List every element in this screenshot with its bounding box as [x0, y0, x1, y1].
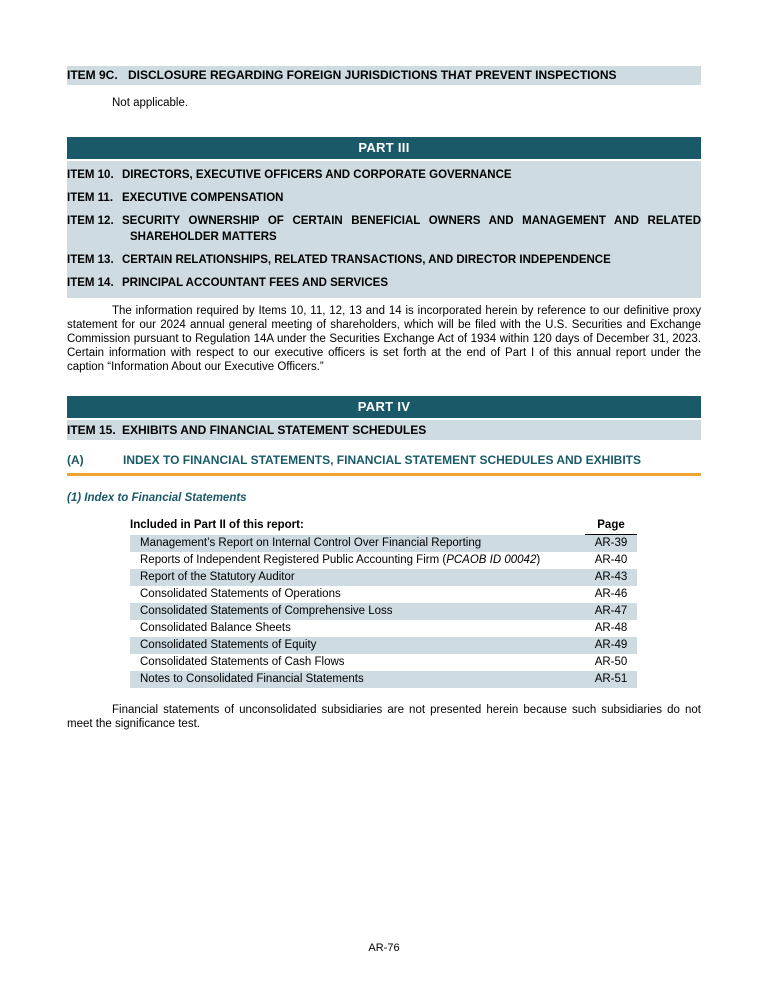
- item-14-label: ITEM 14.: [67, 277, 114, 289]
- pcaob-id-italic: PCAOB ID 00042: [446, 554, 537, 566]
- row-page: AR-48: [594, 622, 628, 634]
- table-row: [130, 552, 637, 569]
- item-13-label: ITEM 13.: [67, 254, 114, 266]
- item-10-heading: [67, 167, 701, 183]
- row-page: AR-39: [594, 537, 628, 549]
- section-a-label: (A): [67, 453, 84, 467]
- row-label: Consolidated Balance Sheets: [140, 622, 291, 634]
- item-15-heading: [67, 420, 701, 440]
- item-12-heading: [67, 213, 701, 245]
- item-15-label: ITEM 15.: [67, 423, 116, 437]
- section-a-title: INDEX TO FINANCIAL STATEMENTS, FINANCIAL STATEMENT SCHEDULES AND EXHIBITS: [123, 453, 642, 467]
- row-label: Consolidated Statements of Equity: [140, 639, 317, 651]
- page-number: AR-76: [368, 942, 400, 954]
- table-row: [130, 654, 637, 671]
- row-page: AR-43: [594, 571, 628, 583]
- item-10-label: ITEM 10.: [67, 169, 114, 181]
- table-row: [130, 569, 637, 586]
- part-iv-banner: PART IV: [67, 396, 701, 418]
- table-header-left: Included in Part II of this report:: [130, 519, 304, 531]
- item-11-title: EXECUTIVE COMPENSATION: [122, 192, 284, 204]
- row-label: Consolidated Statements of Operations: [140, 588, 341, 600]
- item-10-title: DIRECTORS, EXECUTIVE OFFICERS AND CORPORATE GOVERNANCE: [122, 169, 512, 181]
- row-page: AR-47: [594, 605, 628, 617]
- table-row: [130, 535, 637, 552]
- table-row: [130, 620, 637, 637]
- item-14-title: PRINCIPAL ACCOUNTANT FEES AND SERVICES: [122, 277, 389, 289]
- table-row: [130, 671, 637, 688]
- item-12-label: ITEM 12.: [67, 215, 114, 227]
- item-9c-heading: [67, 66, 701, 85]
- row-label: Consolidated Statements of Comprehensive Loss: [140, 605, 393, 617]
- part-iii-paragraph: The information required by Items 10, 11, 12, 13 and 14 is incorporated herein by reference to our definitive proxy statement for our 2024 annual general meeting of shareholders, which will be filed with the U.S. Securities and Exchange Commission pursuant to Regulation 14A under the Securities Exchange Act of 1934 within 120 days of December 31, 2023. Certain information with respect to our executive officers is set forth at the end of Part I of this annual report under the caption “Information About our Executive Officers.”: [67, 305, 701, 373]
- section-a-heading: [67, 453, 701, 476]
- row-label: Report of the Statutory Auditor: [140, 571, 295, 583]
- item-13-heading: [67, 252, 701, 268]
- table-row: [130, 586, 637, 603]
- item-15-title: EXHIBITS AND FINANCIAL STATEMENT SCHEDULES: [122, 423, 427, 437]
- table-row: [130, 603, 637, 620]
- item-12-title: SECURITY OWNERSHIP OF CERTAIN BENEFICIAL OWNERS AND MANAGEMENT AND RELATED SHAREHOLDER MATTERS: [122, 215, 701, 243]
- item-9c-title: DISCLOSURE REGARDING FOREIGN JURISDICTIONS THAT PREVENT INSPECTIONS: [128, 68, 617, 82]
- table-header-page: Page: [585, 518, 637, 535]
- row-page: AR-46: [594, 588, 628, 600]
- row-label: Reports of Independent Registered Public Accounting Firm (PCAOB ID 00042): [140, 554, 541, 566]
- row-label: Management’s Report on Internal Control Over Financial Reporting: [140, 537, 482, 549]
- closing-paragraph: Financial statements of unconsolidated subsidiaries are not presented herein because such subsidiaries do not meet the significance test.: [67, 704, 701, 730]
- table-header-row: [130, 518, 637, 535]
- item-11-label: ITEM 11.: [67, 192, 114, 204]
- not-applicable-text: Not applicable.: [112, 97, 189, 109]
- item-11-heading: [67, 190, 701, 206]
- table-row: [130, 637, 637, 654]
- part-iii-items-block: [67, 161, 701, 298]
- row-page: AR-49: [594, 639, 628, 651]
- row-page: AR-40: [594, 554, 628, 566]
- row-label: Notes to Consolidated Financial Statements: [140, 673, 364, 685]
- row-label: Consolidated Statements of Cash Flows: [140, 656, 345, 668]
- item-9c-label: ITEM 9C.: [67, 68, 118, 82]
- row-page: AR-50: [594, 656, 628, 668]
- financial-statements-index-table: [130, 518, 637, 688]
- subsection-1-heading: (1) Index to Financial Statements: [67, 492, 247, 504]
- part-iii-banner: PART III: [67, 137, 701, 159]
- item-13-title: CERTAIN RELATIONSHIPS, RELATED TRANSACTIONS, AND DIRECTOR INDEPENDENCE: [122, 254, 611, 266]
- item-14-heading: [67, 275, 701, 291]
- row-page: AR-51: [594, 673, 628, 685]
